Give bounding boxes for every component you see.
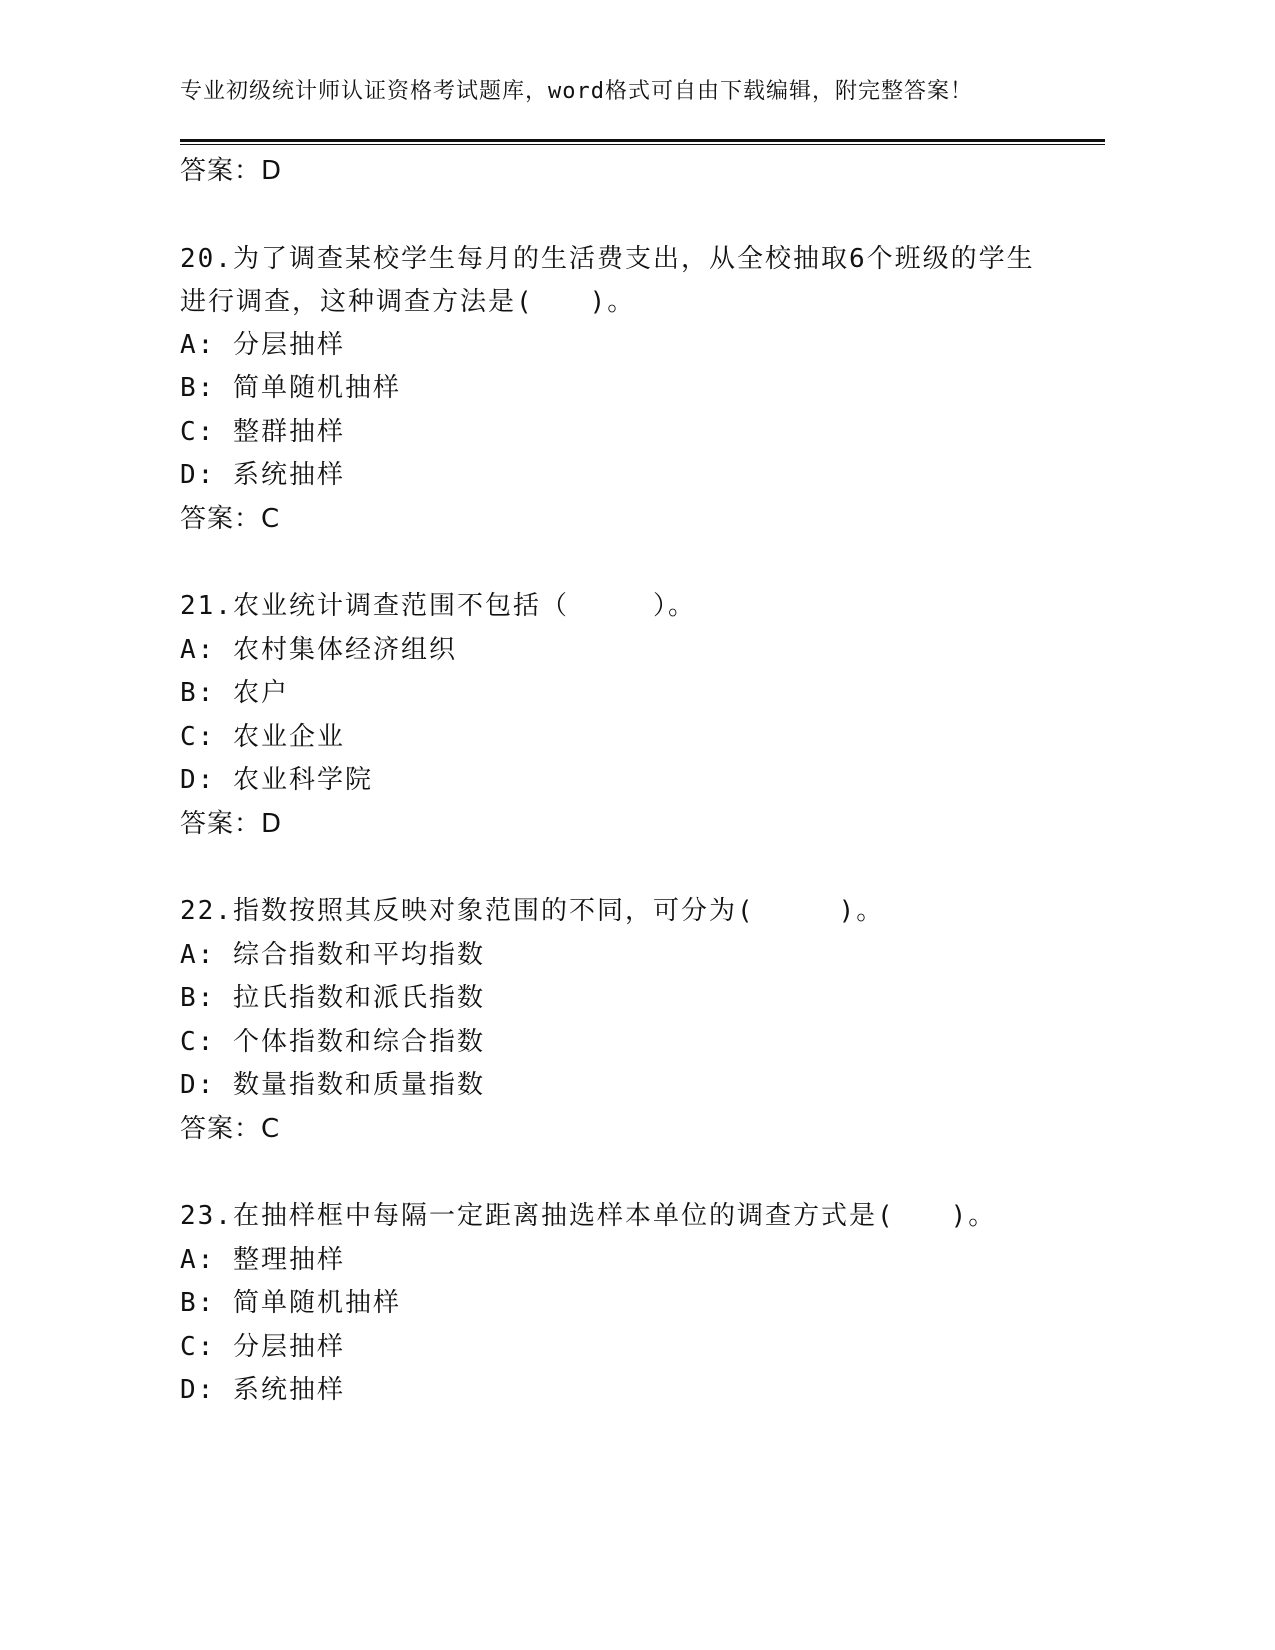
header-rule-thick <box>180 139 1105 142</box>
question-20-stem-line1: 20.为了调查某校学生每月的生活费支出，从全校抽取6个班级的学生 <box>180 244 1035 274</box>
question-20-option-c: C: 整群抽样 <box>180 417 345 447</box>
question-23-option-b: B: 简单随机抽样 <box>180 1288 401 1318</box>
question-23-option-d: D: 系统抽样 <box>180 1375 345 1405</box>
question-21-option-d: D: 农业科学院 <box>180 765 373 795</box>
question-21-option-c: C: 农业企业 <box>180 722 345 752</box>
question-22-answer: 答案：C <box>180 1114 281 1144</box>
question-22-stem: 22.指数按照其反映对象范围的不同，可分为( )。 <box>180 896 885 926</box>
header-rule-thin <box>180 144 1105 145</box>
question-21-option-a: A: 农村集体经济组织 <box>180 635 457 665</box>
question-23-option-c: C: 分层抽样 <box>180 1332 345 1362</box>
question-23-option-a: A: 整理抽样 <box>180 1245 345 1275</box>
answer-previous: 答案：D <box>180 156 283 186</box>
question-22-option-b: B: 拉氏指数和派氏指数 <box>180 983 485 1013</box>
question-21-stem: 21.农业统计调查范围不包括（ ）。 <box>180 591 696 621</box>
question-22-option-c: C: 个体指数和综合指数 <box>180 1027 485 1057</box>
question-23-stem: 23.在抽样框中每隔一定距离抽选样本单位的调查方式是( )。 <box>180 1201 997 1231</box>
question-20-option-a: A: 分层抽样 <box>180 330 345 360</box>
question-20-stem-line2: 进行调查，这种调查方法是( )。 <box>180 287 636 317</box>
question-21-option-b: B: 农户 <box>180 678 289 708</box>
question-22-option-a: A: 综合指数和平均指数 <box>180 940 485 970</box>
question-20-option-d: D: 系统抽样 <box>180 460 345 490</box>
question-22-option-d: D: 数量指数和质量指数 <box>180 1070 485 1100</box>
question-21-answer: 答案：D <box>180 809 283 839</box>
question-20-option-b: B: 简单随机抽样 <box>180 373 401 403</box>
question-20-answer: 答案：C <box>180 504 281 534</box>
page-header: 专业初级统计师认证资格考试题库，word格式可自由下载编辑，附完整答案！ <box>180 79 973 104</box>
